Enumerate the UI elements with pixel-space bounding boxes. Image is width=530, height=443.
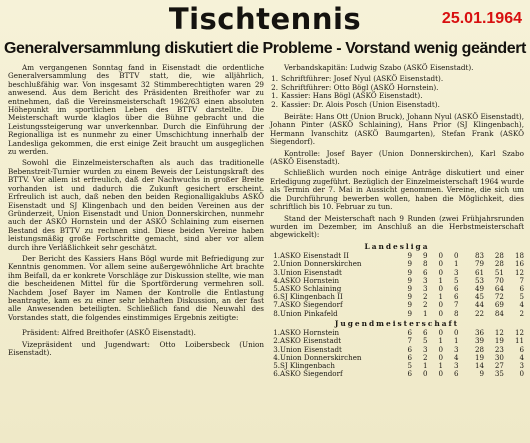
table-row	[270, 354, 524, 362]
stat-cell: 61	[474, 267, 484, 277]
role-number: 2.	[271, 99, 278, 109]
stat-cell: 5	[454, 275, 459, 285]
stat-cell: 12	[514, 267, 524, 277]
jugend-table	[270, 329, 524, 378]
stat-cell: 3	[422, 275, 428, 285]
table-row	[270, 293, 524, 301]
stat-cell: 19	[474, 352, 484, 362]
stat-cell: 0	[454, 251, 459, 261]
stat-cell: 14	[474, 360, 484, 370]
stat-cell: 6	[407, 328, 412, 338]
article-paragraph: Sowohl die Einzelmeisterschaften als auch das traditionelle Bebenstreit-Turnier wurden zu einem Beweis der Leistungskraft des BTTV. Vor allem ist erfreulich, daß der Nachwuchs in großer Breite vorhanden ist und dadurch die Zukunft gesichert erscheint. Erfreulich ist auch, daß neben den beiden Regionalligaklubs ASKÖ Eisenstadt und SJ Klingenbach und den beiden Vereinen aus der Gründerzeit, Union Eisenstadt und Union Donnerskirchen, nunmehr auch der ASKÖ Hornstein und der ASKÖ Schlaining zum eisernen Bestand des BTTV zu rechnen sind. Diese beiden Vereine haben leistungsmäßig große Fortschritte gemacht, sind aber vor allem durch ihre Verläßlichkeit sehr geschätzt.	[8, 158, 264, 252]
stat-cell: 69	[494, 300, 504, 310]
stat-cell: 5	[422, 336, 428, 346]
team-cell: ASKÖ Eisenstadt II	[279, 252, 349, 261]
team-cell: Union Eisenstadt	[279, 345, 342, 354]
subheadline: Generalversammlung diskutiert die Probleme - Vorstand wenig geändert	[4, 40, 526, 57]
stat-cell: 6	[407, 352, 412, 362]
rank-cell: 3.	[273, 344, 280, 354]
stat-cell: 1	[438, 336, 444, 346]
stat-cell: 27	[494, 360, 504, 370]
stat-cell: 2	[519, 308, 524, 318]
headline: Tischtennis	[168, 2, 362, 36]
right-column	[270, 64, 524, 378]
stat-cell: 39	[474, 336, 484, 346]
stat-cell: 23	[494, 344, 504, 354]
date-stamp: 25.01.1964	[441, 10, 522, 27]
article-paragraph: Der Bericht des Kassiers Hans Bögl wurde mit Befriedigung zur Kenntnis genommen. Vor allem seine außergewöhnliche Art brachte ihm Beifall, da er konkrete Vorschläge zur Diskussion stellte, wie man die bescheidenen Mittel für die Sportförderung vermehren soll. Nachdem Josef Bayer im Namen der Kontrolle die Entlastung beantragte, kam es zu einer sehr lebhaften Diskussion, an der fast alle Anwesenden beteiligten. Schließlich fand die Neuwahl des Vorstandes statt, die folgendes einstimmiges Ergebnis zeitigte:	[8, 253, 264, 322]
stat-cell: 6	[454, 292, 459, 302]
stat-cell: 11	[514, 336, 524, 346]
rank-cell: 6.	[273, 292, 280, 302]
team-cell: ASKÖ Siegendorf	[279, 370, 343, 379]
table-row	[270, 337, 524, 345]
rank-cell: 4.	[273, 352, 280, 362]
stat-cell: 22	[474, 308, 484, 318]
stat-cell: 7	[519, 275, 524, 285]
team-cell: SJ Klingenbach II	[279, 293, 343, 302]
stat-cell: 84	[494, 308, 504, 318]
stat-cell: 5	[407, 360, 412, 370]
stat-cell: 6	[422, 267, 428, 277]
table-row	[270, 285, 524, 293]
stat-cell: 0	[438, 369, 444, 379]
beirat-paragraph: Beiräte: Hans Ott (Union Bruck), Johann Nyul (ASKÖ Eisenstadt), Johann Pinter (ASKÖ Schlaining), Hans Prior (SJ Klingenbach), Hermann Ivanschitz (ASKÖ Baumgarten), Stefan Frank (ASKÖ Siegendorf).	[270, 112, 524, 147]
stat-cell: 19	[494, 336, 504, 346]
stat-cell: 6	[422, 328, 428, 338]
kontrolle-paragraph: Kontrolle: Josef Bayer (Union Donnerskirchen), Karl Szabo (ASKÖ Eisenstadt).	[270, 148, 524, 167]
stat-cell: 0	[438, 308, 444, 318]
stat-cell: 6	[407, 344, 412, 354]
stat-cell: 6	[454, 369, 459, 379]
stat-cell: 0	[438, 328, 444, 338]
stat-cell: 36	[474, 328, 484, 338]
rank-cell: 4.	[273, 275, 280, 285]
stat-cell: 4	[519, 352, 524, 362]
rank-cell: 1.	[273, 328, 280, 338]
stat-cell: 28	[494, 259, 504, 269]
stat-cell: 1	[422, 308, 428, 318]
table-row	[270, 301, 524, 309]
stat-cell: 6	[519, 344, 524, 354]
team-cell: Union Pinkafeld	[279, 309, 338, 318]
team-cell: ASKÖ Hornstein	[279, 329, 340, 338]
stat-cell: 16	[514, 259, 524, 269]
team-cell: Union Donnerskirchen	[279, 353, 362, 362]
stat-cell: 1	[438, 360, 444, 370]
stat-cell: 4	[519, 300, 524, 310]
table-row	[270, 277, 524, 285]
table-row	[270, 269, 524, 277]
stat-cell: 0	[438, 283, 444, 293]
team-cell: ASKÖ Siegendorf	[279, 301, 343, 310]
jugend-title: Jugendmeisterschaft	[334, 318, 460, 328]
stat-cell: 35	[494, 369, 504, 379]
stat-cell: 3	[454, 360, 459, 370]
table-row	[270, 362, 524, 370]
stat-cell: 64	[494, 283, 504, 293]
stat-cell: 9	[407, 267, 412, 277]
stat-cell: 1	[454, 336, 459, 346]
stat-cell: 6	[519, 283, 524, 293]
officer-vice-president: Vizepräsident und Jugendwart: Otto Loibersbeck (Union Eisenstadt).	[8, 339, 264, 357]
rank-cell: 2.	[273, 336, 280, 346]
table-row	[270, 260, 524, 268]
stat-cell: 9	[407, 283, 412, 293]
stat-cell: 83	[474, 251, 484, 261]
rank-cell: 8.	[273, 308, 280, 318]
stat-cell: 2	[422, 292, 428, 302]
table-row	[270, 346, 524, 354]
role-number: 1.	[271, 74, 278, 84]
stat-cell: 0	[438, 352, 444, 362]
rank-cell: 5.	[273, 360, 280, 370]
stat-cell: 45	[474, 292, 484, 302]
stat-cell: 0	[438, 251, 444, 261]
stat-cell: 1	[438, 292, 444, 302]
stat-cell: 0	[519, 369, 524, 379]
stat-cell: 30	[494, 352, 504, 362]
stat-cell: 28	[494, 251, 504, 261]
stat-cell: 0	[438, 259, 444, 269]
stat-cell: 12	[494, 328, 504, 338]
role-text: Schriftführer: Josef Nyul (ASKÖ Eisenstadt).	[281, 74, 444, 84]
team-cell: Union Donnerskirchen	[279, 260, 362, 269]
article-paragraph: Schließlich wurden noch einige Anträge diskutiert und einer Erledigung zugeführt. Bezüglich der Einzelmeisterschaft 1964 wurde als Termin der 7. Mai in Aussicht genommen. Vereine, die sich um die Durchführung bewerben wollen, haben die Möglichkeit, dies schriftlich bis 10. Februar zu tun.	[270, 168, 524, 212]
stat-cell: 70	[494, 275, 504, 285]
stat-cell: 3	[422, 283, 428, 293]
role-text: Kassier: Hans Bögl (ASKÖ Eisenstadt).	[281, 91, 423, 101]
landesliga-table	[270, 252, 524, 318]
stat-cell: 0	[438, 300, 444, 310]
officer-captain: Verbandskapitän: Ludwig Szabo (ASKÖ Eisenstadt).	[284, 63, 474, 72]
stat-cell: 9	[407, 275, 412, 285]
stat-cell: 0	[454, 328, 459, 338]
table-row	[270, 252, 524, 260]
stat-cell: 9	[407, 292, 412, 302]
article-paragraph: Stand der Meisterschaft nach 9 Runden (zwei Frühjahrsrunden wurden im Dezember, im Anschluß an die Herbstmeisterschaft abgewickelt):	[270, 213, 524, 240]
stat-cell: 3	[454, 267, 459, 277]
rank-cell: 2.	[273, 259, 280, 269]
team-cell: SJ Klingenbach	[279, 361, 335, 370]
team-cell: ASKÖ Hornstein	[279, 276, 340, 285]
stat-cell: 4	[454, 352, 459, 362]
table-row	[270, 329, 524, 337]
stat-cell: 9	[407, 300, 412, 310]
rank-cell: 3.	[273, 267, 280, 277]
role-number: 1.	[271, 91, 278, 101]
rank-cell: 1.	[273, 251, 280, 261]
stat-cell: 0	[438, 267, 444, 277]
stat-cell: 12	[514, 328, 524, 338]
team-cell: ASKÖ Schlaining	[279, 284, 342, 293]
role-line	[270, 101, 524, 109]
stat-cell: 28	[474, 344, 484, 354]
stat-cell: 0	[422, 369, 428, 379]
stat-cell: 72	[494, 292, 504, 302]
stat-cell: 8	[454, 308, 459, 318]
stat-cell: 49	[474, 283, 484, 293]
role-number: 2.	[271, 82, 278, 92]
stat-cell: 3	[422, 344, 428, 354]
team-cell: ASKÖ Eisenstadt	[279, 337, 342, 346]
stat-cell: 7	[407, 336, 412, 346]
stat-cell: 6	[407, 369, 412, 379]
team-cell: Union Eisenstadt	[279, 268, 342, 277]
article-paragraph: Am vergangenen Sonntag fand in Eisenstadt die ordentliche Generalversammlung des BTTV statt, die, wie alljährlich, beschlußfähig war. Von insgesamt 32 Stimmberechtigten waren 29 anwesend. Aus dem Bericht des Präsidenten Breithofer war zu entnehmen, daß die Vereinsmeisterschaft 1962/63 einen absoluten Höhepunkt im sportlichen Leben des BTTV darstellte. Die Meisterschaft wurde klaglos über die Bühne gebracht und die Leistungssteigerung war unverkennbar. Durch die Einführung der Regionalliga ist es nunmehr zu einer Umschichtung innerhalb der Landesliga gekommen, die erst einige Zeit braucht um ausgeglichen zu werden.	[8, 63, 264, 157]
stat-cell: 8	[422, 259, 428, 269]
officer-president: Präsident: Alfred Breithofer (ASKÖ Eisenstadt).	[22, 328, 196, 338]
rank-cell: 6.	[273, 369, 280, 379]
stat-cell: 5	[519, 292, 524, 302]
role-text: Schriftführer: Otto Bögl (ASKÖ Hornstein).	[281, 82, 439, 92]
table-row	[270, 370, 524, 378]
stat-cell: 1	[438, 275, 444, 285]
stat-cell: 0	[438, 344, 444, 354]
stat-cell: 2	[422, 352, 428, 362]
role-text: Kassier: Dr. Alois Posch (Union Eisenstadt).	[281, 99, 440, 109]
rank-cell: 7.	[273, 300, 280, 310]
stat-cell: 2	[422, 300, 428, 310]
stat-cell: 9	[407, 251, 412, 261]
stat-cell: 6	[454, 283, 459, 293]
stat-cell: 7	[454, 300, 459, 310]
landesliga-title: Landesliga	[364, 241, 430, 251]
stat-cell: 1	[454, 259, 459, 269]
stat-cell: 53	[474, 275, 484, 285]
stat-cell: 51	[494, 267, 504, 277]
stat-cell: 9	[407, 308, 412, 318]
stat-cell: 1	[422, 360, 428, 370]
stat-cell: 9	[479, 369, 484, 379]
stat-cell: 18	[514, 251, 524, 261]
stat-cell: 44	[474, 300, 484, 310]
stat-cell: 3	[519, 360, 524, 370]
stat-cell: 79	[474, 259, 484, 269]
left-column	[8, 64, 264, 360]
table-row	[270, 310, 524, 318]
stat-cell: 3	[454, 344, 459, 354]
rank-cell: 5.	[273, 283, 280, 293]
stat-cell: 9	[407, 259, 412, 269]
stat-cell: 9	[422, 251, 428, 261]
